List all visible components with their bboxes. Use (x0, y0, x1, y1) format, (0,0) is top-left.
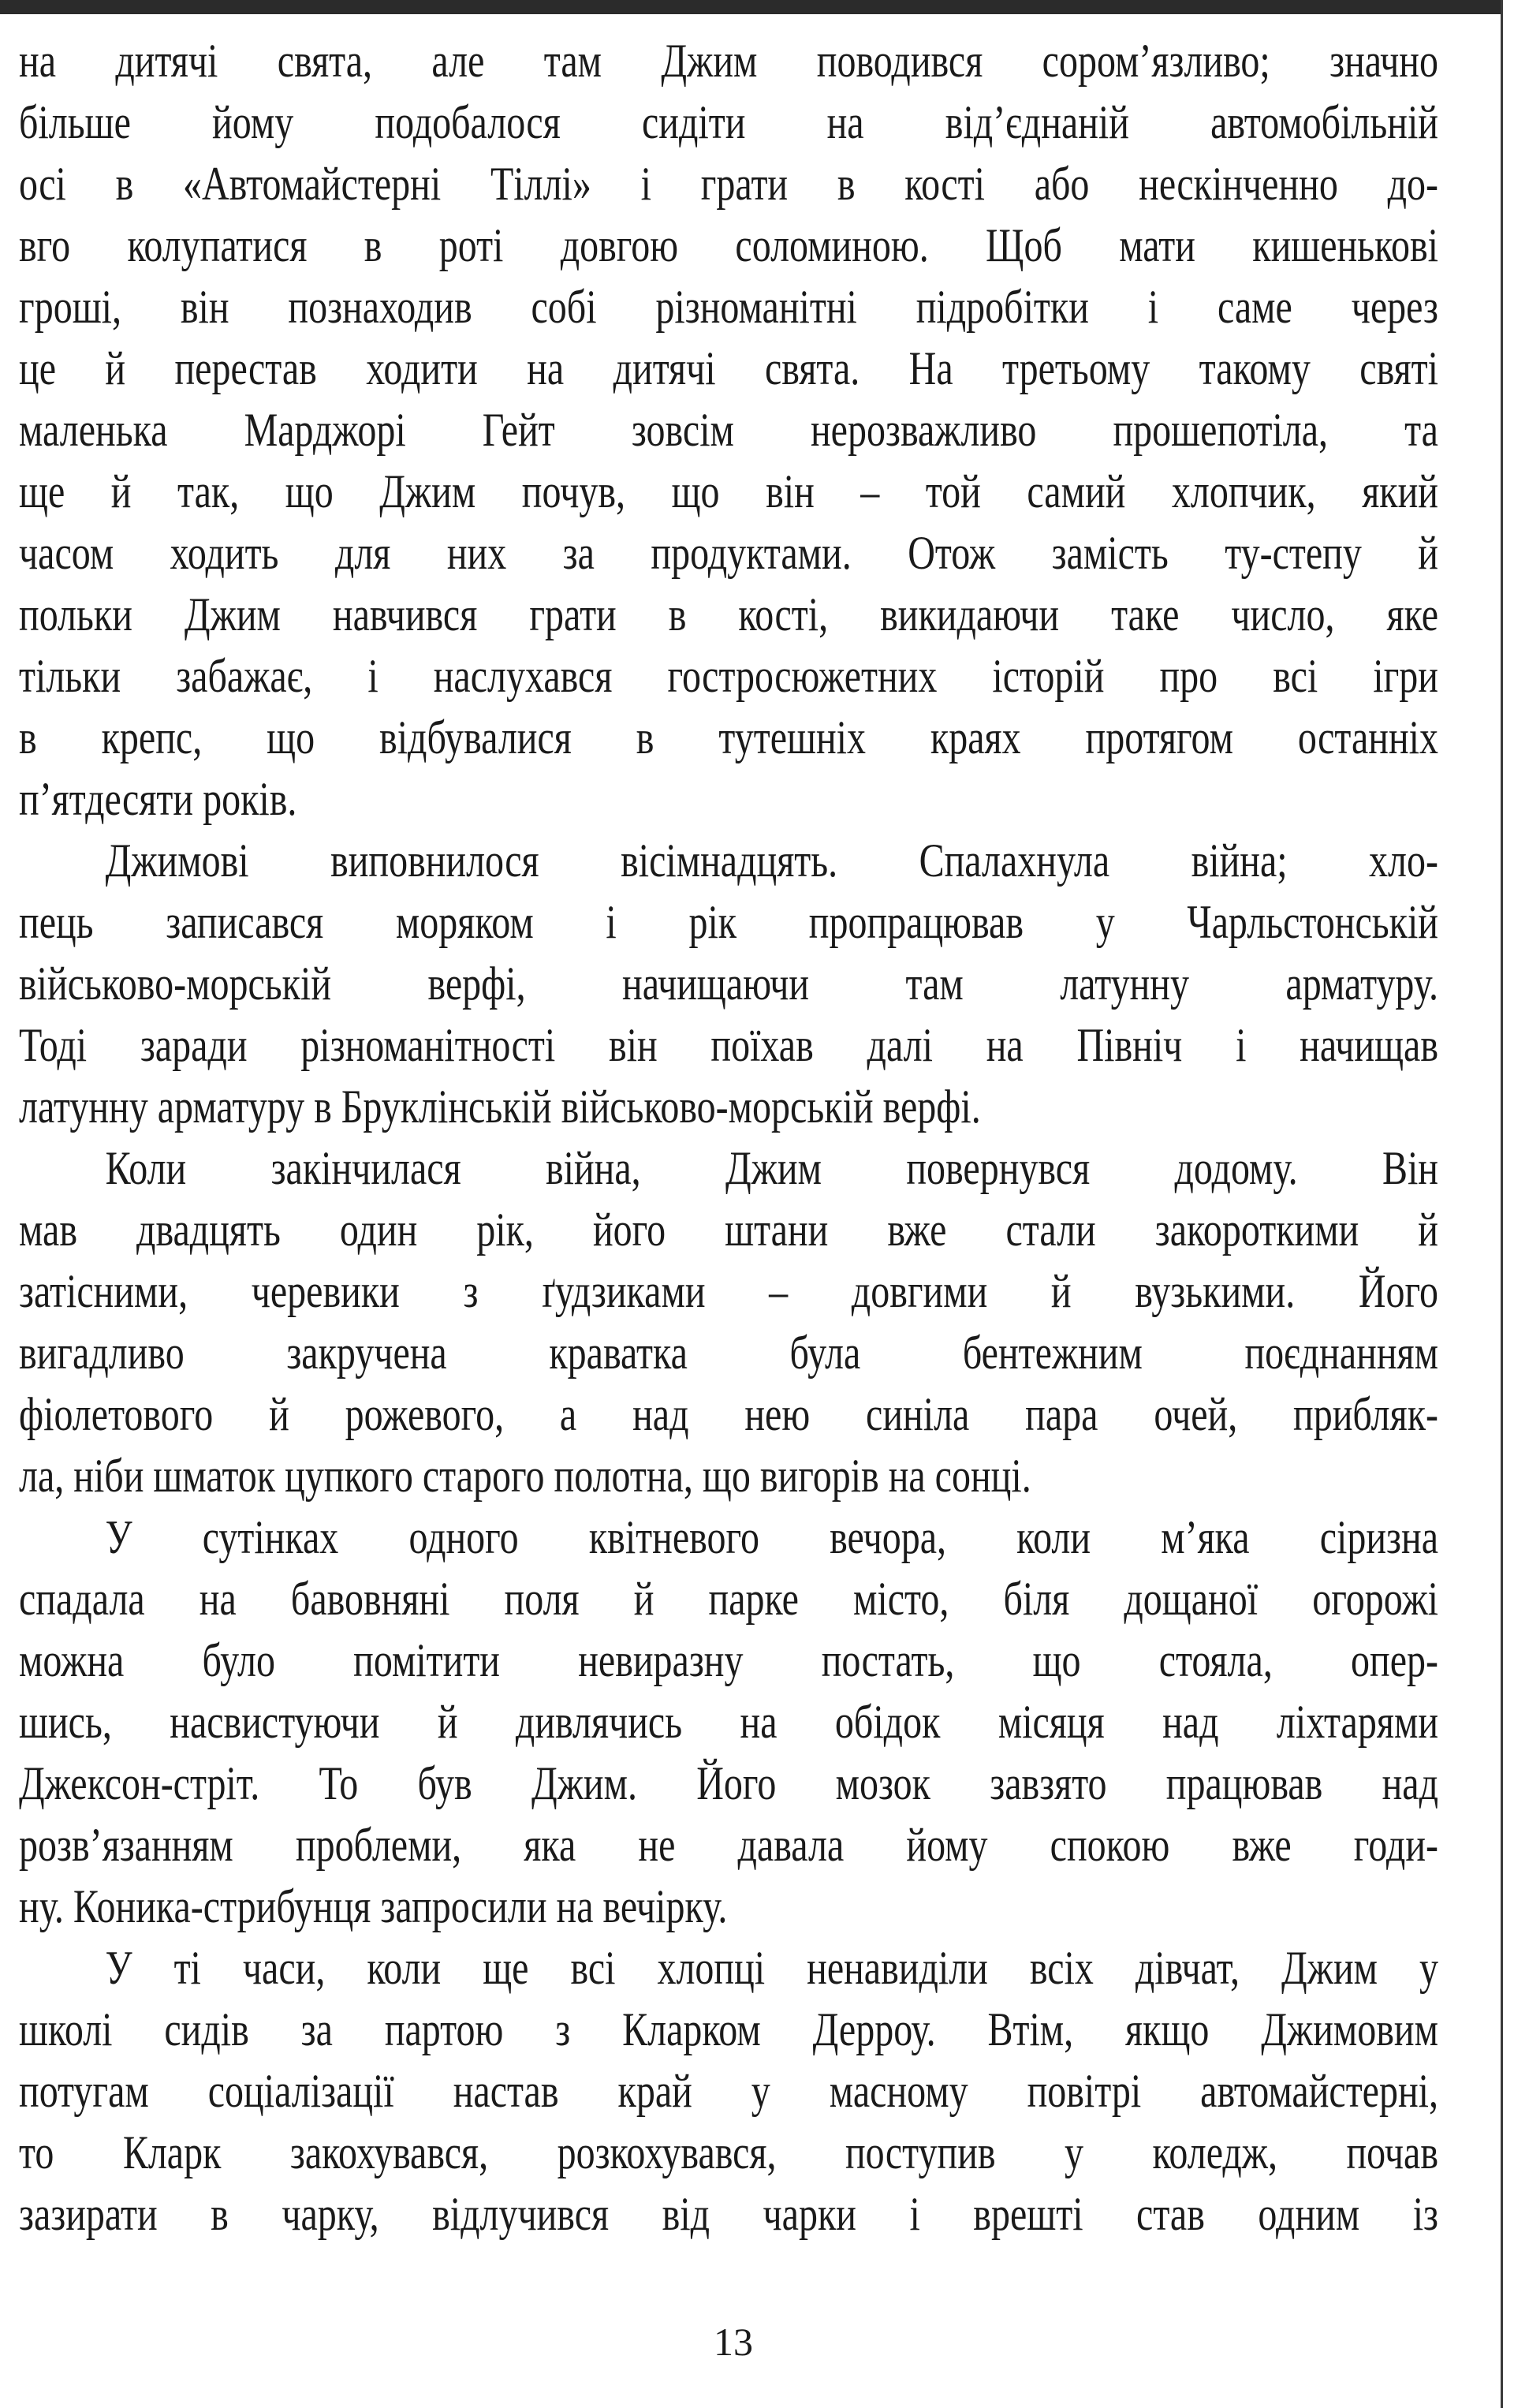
text-line (19, 1014, 1438, 1076)
text-line-content: часом ходить для них за продуктами. Отож замість ту-степу й (19, 527, 1438, 579)
text-line-content: мав двадцять один рік, його штани вже стали закороткими й (19, 1204, 1438, 1256)
text-line (19, 522, 1438, 584)
text-line-content: осі в «Автомайстерні Тіллі» і грати в кості або нескінченно до- (19, 158, 1438, 210)
text-line (19, 2183, 1438, 2245)
text-line-content: пець записався моряком і рік пропрацював у Чарльстонській (19, 896, 1438, 948)
text-line-content: польки Джим навчився грати в кості, викидаючи таке число, яке (19, 588, 1438, 640)
text-line (19, 1076, 1438, 1137)
text-line (19, 153, 1438, 215)
text-line (19, 584, 1438, 645)
text-line-content: ну. Коника-стрибунця запросили на вечірку. (19, 1880, 728, 1932)
text-line-content: Джексон-стріт. То був Джим. Його мозок завзято працював над (19, 1757, 1438, 1809)
text-line (19, 1506, 1438, 1568)
text-line-content: Джимові виповнилося вісімнадцять. Спалахнула війна; хло- (105, 834, 1439, 887)
text-line (19, 830, 1438, 891)
text-line-content: в крепс, що відбувалися в тутешніх краях протягом останніх (19, 711, 1438, 763)
text-line (19, 1137, 1438, 1199)
text-line (19, 91, 1438, 153)
text-line-content: спадала на бавовняні поля й парке місто, біля дощаної огорожі (19, 1573, 1438, 1625)
book-page-text (19, 30, 1438, 2245)
text-line-content: вго колупатися в роті довгою соломиною. Щоб мати кишенькові (19, 219, 1438, 271)
text-line-content: тільки забажає, і наслухався гостросюжетних історій про всі ігри (19, 650, 1438, 702)
page-number: 13 (714, 2320, 753, 2364)
text-line-content: школі сидів за партою з Кларком Дерроу. Втім, якщо Джимовим (19, 2003, 1438, 2055)
text-line (19, 399, 1438, 461)
text-line-content: це й перестав ходити на дитячі свята. На третьому такому святі (19, 342, 1438, 394)
text-line (19, 215, 1438, 276)
text-line-content: Коли закінчилася війна, Джим повернувся додому. Він (105, 1142, 1439, 1194)
text-line-content: затісними, черевики з ґудзиками – довгими й вузькими. Його (19, 1265, 1438, 1317)
text-line-content: У сутінках одного квітневого вечора, коли м’яка сіризна (105, 1511, 1439, 1563)
text-line (19, 891, 1438, 953)
paragraph (19, 1506, 1438, 1937)
text-line (19, 1753, 1438, 1814)
text-line (19, 2060, 1438, 2122)
text-line-content: на дитячі свята, але там Джим поводився сором’язливо; значно (19, 35, 1438, 87)
text-line (19, 1876, 1438, 1937)
text-line (19, 276, 1438, 338)
text-line (19, 645, 1438, 707)
text-line (19, 1445, 1438, 1506)
text-line-content: більше йому подобалося сидіти на від’єднаній автомобільній (19, 96, 1438, 148)
text-line-content: У ті часи, коли ще всі хлопці ненавиділи всіх дівчат, Джим у (105, 1942, 1439, 1994)
text-line-content: Тоді заради різноманітності він поїхав далі на Північ і начищав (19, 1019, 1438, 1071)
text-line (19, 1937, 1438, 1999)
text-line (19, 1568, 1438, 1630)
text-line (19, 1630, 1438, 1691)
page-right-edge (1501, 0, 1514, 2408)
text-line-content: фіолетового й рожевого, а над нею синіла пара очей, прибляк- (19, 1388, 1438, 1440)
text-line (19, 30, 1438, 91)
paragraph (19, 1937, 1438, 2245)
text-line-content: ще й так, що Джим почув, що він – той самий хлопчик, який (19, 465, 1438, 517)
text-line-content: розв’язанням проблеми, яка не давала йому спокою вже годи- (19, 1819, 1438, 1871)
text-line (19, 461, 1438, 522)
text-line-content: зазирати в чарку, відлучився від чарки і врешті став одним із (19, 2188, 1438, 2240)
text-line-content: то Кларк закохувався, розкохувався, поступив у коледж, почав (19, 2126, 1438, 2178)
text-line (19, 707, 1438, 768)
text-line (19, 2122, 1438, 2183)
text-line (19, 338, 1438, 399)
paragraph (19, 830, 1438, 1137)
text-line (19, 953, 1438, 1014)
text-line-content: військово-морській верфі, начищаючи там латунну арматуру. (19, 958, 1438, 1010)
text-line-content: шись, насвистуючи й дивлячись на обідок місяця над ліхтарями (19, 1696, 1438, 1748)
text-line (19, 1691, 1438, 1753)
text-line (19, 768, 1438, 830)
text-line (19, 1260, 1438, 1322)
text-line-content: маленька Марджорі Гейт зовсім нерозважливо прошепотіла, та (19, 404, 1438, 456)
text-line (19, 1199, 1438, 1260)
text-line (19, 1999, 1438, 2060)
text-line-content: потугам соціалізації настав край у масному повітрі автомайстерні, (19, 2065, 1438, 2117)
text-line-content: можна було помітити невиразну постать, що стояла, опер- (19, 1634, 1438, 1686)
text-line-content: п’ятдесяти років. (19, 773, 297, 825)
paragraph (19, 30, 1438, 830)
text-line (19, 1814, 1438, 1876)
text-line-content: латунну арматуру в Бруклінській військово-морській верфі. (19, 1081, 981, 1133)
text-line-content: гроші, він познаходив собі різноманітні підробітки і саме через (19, 281, 1438, 333)
text-line-content: ла, ніби шматок цупкого старого полотна, що вигорів на сонці. (19, 1450, 1031, 1502)
text-line-content: вигадливо закручена краватка була бентежним поєднанням (19, 1327, 1438, 1379)
text-line (19, 1383, 1438, 1445)
viewer-top-bar (0, 0, 1514, 14)
paragraph (19, 1137, 1438, 1506)
text-line (19, 1322, 1438, 1383)
